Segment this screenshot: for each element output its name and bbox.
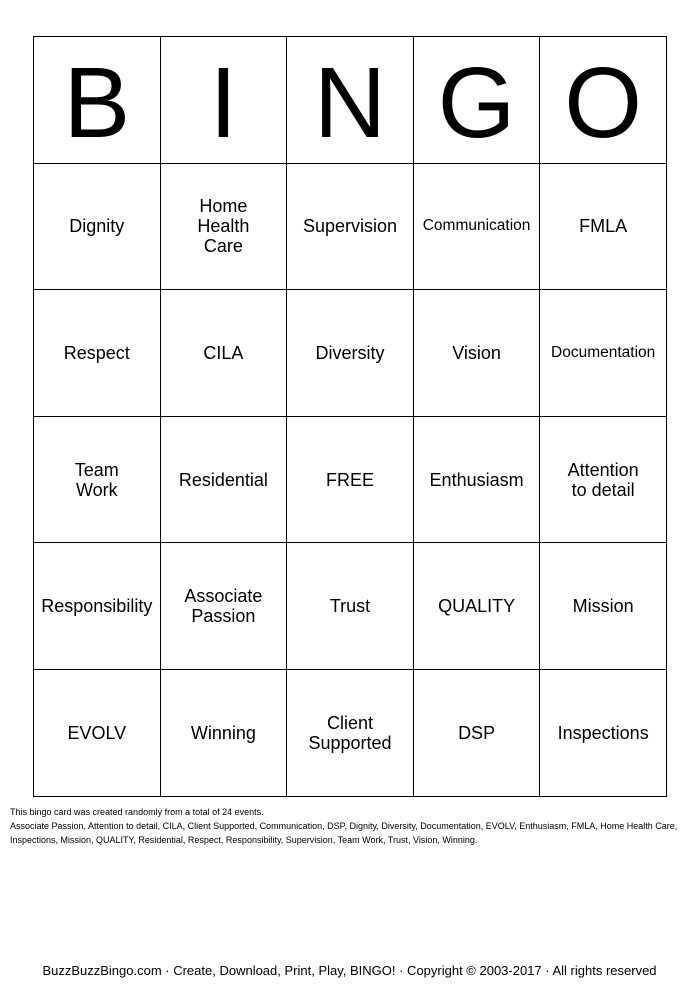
bingo-row: [34, 543, 667, 670]
bingo-cell: Client Supported: [287, 669, 414, 796]
bingo-cell: Residential: [160, 416, 287, 543]
header-letter-i: I: [160, 37, 287, 164]
bingo-cell: Responsibility: [34, 543, 161, 670]
bingo-cell: Supervision: [287, 163, 414, 290]
bingo-cell: CILA: [160, 290, 287, 417]
bingo-cell: Trust: [287, 543, 414, 670]
header-letter-g: G: [413, 37, 540, 164]
card-info: [10, 805, 690, 847]
bingo-cell: EVOLV: [34, 669, 161, 796]
bingo-cell: Associate Passion: [160, 543, 287, 670]
card-info-summary: This bingo card was created randomly from a total of 24 events.: [10, 807, 264, 817]
bingo-cell: Diversity: [287, 290, 414, 417]
bingo-cell: Mission: [540, 543, 667, 670]
bingo-cell: Documentation: [540, 290, 667, 417]
bingo-cell: Winning: [160, 669, 287, 796]
bingo-header-row: [34, 37, 667, 164]
bingo-cell: Inspections: [540, 669, 667, 796]
bingo-row: [34, 163, 667, 290]
header-letter-o: O: [540, 37, 667, 164]
bingo-card: [33, 36, 667, 797]
bingo-cell: Communication: [413, 163, 540, 290]
card-info-event-list: Associate Passion, Attention to detail, CILA, Client Supported, Communication, DSP, Dignity, Diversity, Documentation, EVOLV, Enthusiasm, FMLA, Home Health Care, Inspections, Mission, QUALITY, Residential, Respect, Responsibility, Supervision, Team Work, Trust, Vision, Winning.: [10, 821, 678, 845]
header-letter-b: B: [34, 37, 161, 164]
bingo-cell: FMLA: [540, 163, 667, 290]
bingo-row: [34, 669, 667, 796]
bingo-cell: QUALITY: [413, 543, 540, 670]
bingo-cell: Respect: [34, 290, 161, 417]
bingo-cell: Dignity: [34, 163, 161, 290]
bingo-cell: Vision: [413, 290, 540, 417]
bingo-cell: DSP: [413, 669, 540, 796]
page-footer: BuzzBuzzBingo.com · Create, Download, Print, Play, BINGO! · Copyright © 2003-2017 · All rights reserved: [42, 963, 657, 978]
bingo-cell: Team Work: [34, 416, 161, 543]
header-letter-n: N: [287, 37, 414, 164]
bingo-row: [34, 290, 667, 417]
free-space-cell: FREE: [287, 416, 414, 543]
bingo-row: [34, 416, 667, 543]
bingo-cell: Enthusiasm: [413, 416, 540, 543]
bingo-cell: Attention to detail: [540, 416, 667, 543]
bingo-cell: Home Health Care: [160, 163, 287, 290]
